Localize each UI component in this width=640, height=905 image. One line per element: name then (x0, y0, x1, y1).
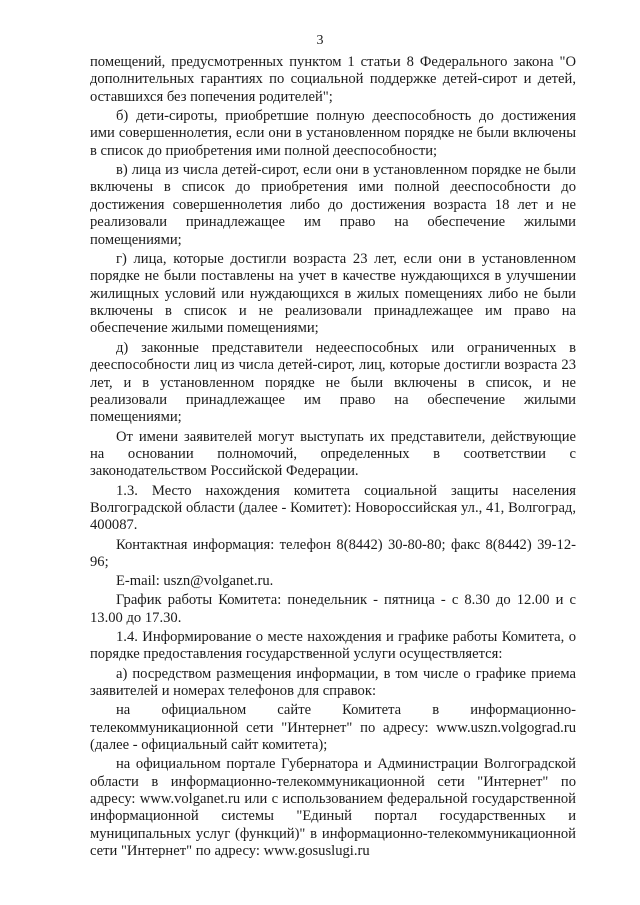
paragraph-official-portal: на официальном портале Губернатора и Администрации Волгоградской области в информационно-телекоммуникационной сети "Интернет" по адресу: www.volganet.ru или с использованием федеральной государственной информационной системы "Единый портал государственных и муниципальных услуг (функций)" в информационно-телекоммуникационной сети "Интернет" по адресу: www.gosuslugi.ru (90, 756, 576, 860)
paragraph-email: E-mail: uszn@volganet.ru. (116, 573, 274, 590)
paragraph-continuation: помещений, предусмотренных пунктом 1 статьи 8 Федерального закона "О дополнительных гарантиях по социальной поддержке детей-сирот и детей, оставшихся без попечения родителей"; (90, 54, 576, 105)
document-body (90, 54, 576, 861)
paragraph-item-b: б) дети-сироты, приобретшие полную дееспособность до достижения ими совершеннолетия, если они в установленном порядке не были включены в список до приобретения ими полной дееспособности; (90, 108, 576, 159)
paragraph-work-schedule: График работы Комитета: понедельник - пятница - с 8.30 до 12.00 и с 13.00 до 17.30. (90, 592, 576, 626)
paragraph-contact-info: Контактная информация: телефон 8(8442) 30-80-80; факс 8(8442) 39-12-96; (90, 536, 576, 570)
page-number: 3 (316, 33, 324, 48)
paragraph-representatives: От имени заявителей могут выступать их представители, действующие на основании полномочий, определенных в соответствии с законодательством Российской Федерации. (90, 428, 576, 480)
paragraph-1-3-location: 1.3. Место нахождения комитета социальной защиты населения Волгоградской области (далее - Комитет): Новороссийская ул., 41, Волгоград, 400087. (90, 482, 576, 534)
paragraph-item-a: а) посредством размещения информации, в том числе о графике приема заявителей и номерах телефонов для справок: (90, 665, 576, 699)
paragraph-item-v: в) лица из числа детей-сирот, если они в установленном порядке не были включены в список до приобретения ими полной дееспособности до достижения совершеннолетия либо до достижения возраста 18 лет и не реализовали принадлежащее им право на обеспечение жилыми помещениями; (90, 162, 576, 248)
paragraph-item-d: д) законные представители недееспособных или ограниченных в дееспособности лиц из числа детей-сирот, лиц, которые достигли возраста 23 лет, и в установленном порядке не были включены в список, и не реализовали принадлежащее им право на обеспечение жилыми помещениями; (90, 339, 576, 426)
paragraph-1-4-informing: 1.4. Информирование о месте нахождения и графике работы Комитета, о порядке предоставления государственной услуги осуществляется: (90, 628, 576, 663)
paragraph-item-g: г) лица, которые достигли возраста 23 лет, если они в установленном порядке не были поставлены на учет в качестве нуждающихся в улучшении жилищных условий или нуждающихся в жилых помещениях либо не были включены в список и не реализовали принадлежащее им право на обеспечение жилыми помещениями; (90, 250, 576, 337)
paragraph-official-site: на официальном сайте Комитета в информационно-телекоммуникационной сети "Интернет" по адресу: www.uszn.volgograd.ru (далее - официальный сайт комитета); (90, 702, 576, 753)
